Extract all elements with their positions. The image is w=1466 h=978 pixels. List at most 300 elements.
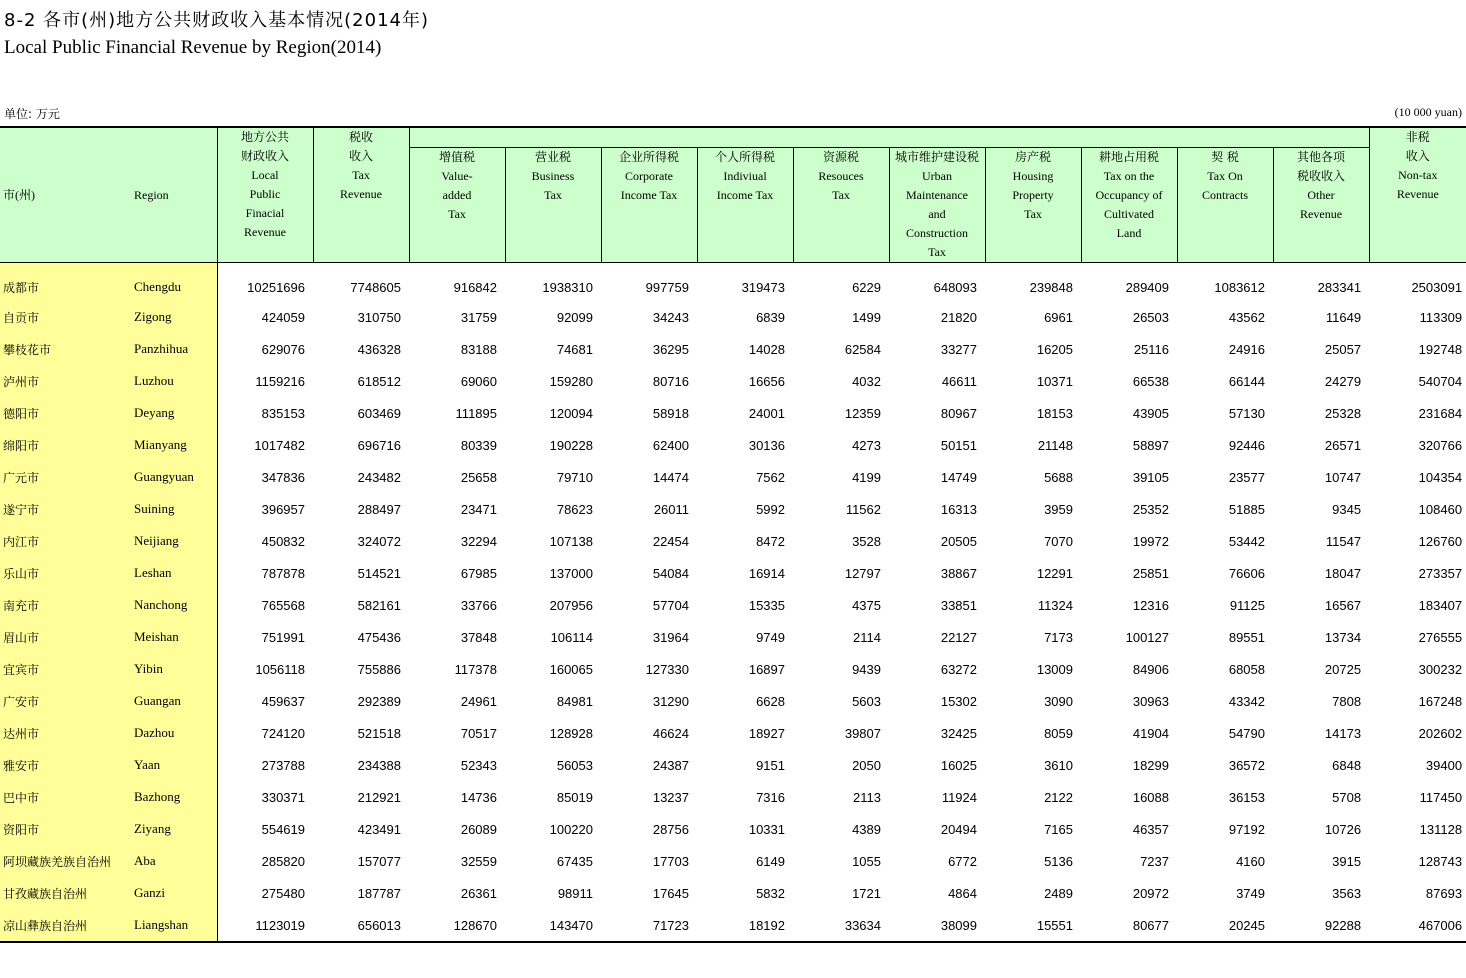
row-value-cell: 6628 [756, 693, 785, 709]
table-row [0, 813, 1466, 845]
row-city-cell: 甘孜藏族自治州 [0, 877, 131, 909]
row-value-cell: 84981 [556, 693, 593, 709]
row-value-cell: 80967 [940, 405, 977, 421]
row-value-cell: 319473 [741, 279, 785, 295]
row-value-cell: 16656 [748, 373, 785, 389]
row-value-cell: 475436 [357, 629, 401, 645]
header-tax-sub-en: Housing Property Tax [1012, 169, 1054, 221]
row-value-cell: 7237 [1140, 853, 1169, 869]
row-value-cell: 243482 [357, 469, 401, 485]
row-value-cell: 50151 [940, 437, 977, 453]
row-region-cell: Yaan [131, 749, 217, 781]
table-row [0, 589, 1466, 621]
header-tax-revenue-en: Tax Revenue [340, 168, 382, 201]
header-nontax-revenue-en: Non-tax Revenue [1396, 168, 1439, 201]
row-value-cell: 159280 [549, 373, 593, 389]
header-nontax-revenue-cn: 非税收入 [1405, 130, 1430, 163]
row-value-cell: 98911 [557, 885, 593, 901]
row-value-cell: 1055 [852, 853, 881, 869]
row-value-cell: 128743 [1418, 853, 1463, 869]
row-value-cell: 43562 [1228, 309, 1265, 325]
row-value-cell: 24279 [1324, 373, 1362, 389]
row-city-cell: 凉山彝族自治州 [0, 909, 131, 942]
row-city-cell: 泸州市 [0, 365, 131, 397]
row-value-cell: 100220 [549, 821, 593, 837]
row-value-cell: 4864 [948, 885, 977, 901]
row-value-cell: 4389 [852, 821, 881, 837]
table-row [0, 557, 1466, 589]
row-region-cell: Ganzi [131, 877, 217, 909]
row-value-cell: 1123019 [217, 909, 313, 942]
row-value-cell: 12797 [844, 565, 881, 581]
row-value-cell: 618512 [357, 373, 401, 389]
row-value-cell: 26571 [1324, 437, 1362, 453]
row-value-cell: 8472 [756, 533, 785, 549]
row-city-cell: 巴中市 [0, 781, 131, 813]
row-value-cell: 71723 [601, 909, 697, 942]
row-value-cell: 11324 [1037, 597, 1073, 613]
row-value-cell: 63272 [940, 661, 977, 677]
row-value-cell: 273357 [1418, 565, 1463, 581]
row-value-cell: 5992 [756, 501, 785, 517]
row-value-cell: 3090 [1044, 693, 1073, 709]
row-value-cell: 25352 [1132, 501, 1169, 517]
header-tax-sub-en: Tax On Contracts [1202, 169, 1248, 202]
row-value-cell: 51885 [1228, 501, 1265, 517]
row-value-cell: 120094 [549, 405, 593, 421]
row-value-cell: 207956 [549, 597, 593, 613]
row-value-cell: 289409 [1125, 279, 1169, 295]
table-row [0, 909, 1466, 942]
row-region-cell: Zigong [131, 301, 217, 333]
row-value-cell: 1017482 [254, 437, 305, 453]
row-value-cell: 11547 [1325, 533, 1362, 549]
row-value-cell: 9151 [756, 757, 785, 773]
row-value-cell: 80716 [652, 373, 689, 389]
row-value-cell: 582161 [357, 597, 401, 613]
row-value-cell: 2113 [853, 789, 881, 805]
row-value-cell: 24961 [460, 693, 497, 709]
row-value-cell: 43905 [1132, 405, 1169, 421]
revenue-table-container [0, 126, 1466, 943]
row-value-cell: 514521 [357, 565, 401, 581]
header-tax-sub-cn: 契 税 [1211, 150, 1239, 164]
row-value-cell: 143470 [505, 909, 601, 942]
header-local-revenue-en: Local Public Finacial Revenue [244, 168, 286, 239]
row-value-cell: 275480 [261, 885, 305, 901]
row-value-cell: 10371 [1036, 373, 1073, 389]
header-local-revenue-cn: 地方公共财政收入 [240, 130, 289, 163]
row-value-cell: 41904 [1132, 725, 1169, 741]
row-region-cell: Neijiang [131, 525, 217, 557]
row-value-cell: 30963 [1132, 693, 1169, 709]
table-row [0, 397, 1466, 429]
row-value-cell: 9749 [756, 629, 785, 645]
row-value-cell: 15302 [940, 693, 977, 709]
row-value-cell: 16313 [940, 501, 977, 517]
row-value-cell: 320766 [1418, 437, 1463, 453]
row-value-cell: 92446 [1228, 437, 1265, 453]
row-value-cell: 25851 [1132, 565, 1169, 581]
table-row [0, 365, 1466, 397]
row-value-cell: 648093 [933, 279, 977, 295]
row-value-cell: 20494 [940, 821, 977, 837]
row-value-cell: 25328 [1324, 405, 1362, 421]
row-value-cell: 212921 [357, 789, 401, 805]
row-value-cell: 20972 [1132, 885, 1169, 901]
row-value-cell: 7165 [1044, 821, 1073, 837]
row-value-cell: 1499 [852, 309, 881, 325]
row-value-cell: 25057 [1324, 341, 1362, 357]
row-value-cell: 467006 [1369, 909, 1466, 942]
row-value-cell: 724120 [261, 725, 305, 741]
row-value-cell: 521518 [357, 725, 401, 741]
row-value-cell: 39105 [1132, 469, 1169, 485]
row-value-cell: 4160 [1236, 853, 1265, 869]
row-region-cell: Ziyang [131, 813, 217, 845]
row-value-cell: 67435 [556, 853, 593, 869]
table-row [0, 621, 1466, 653]
row-value-cell: 43342 [1228, 693, 1265, 709]
header-tax-sub-cn: 企业所得税 [618, 150, 679, 164]
header-tax-sub-3 [697, 148, 793, 263]
row-value-cell: 436328 [357, 341, 401, 357]
header-tax-sub-cn: 个人所得税 [714, 150, 775, 164]
row-value-cell: 104354 [1418, 469, 1463, 485]
row-value-cell: 53442 [1228, 533, 1265, 549]
row-value-cell: 292389 [357, 693, 401, 709]
row-value-cell: 6848 [1332, 757, 1362, 773]
row-value-cell: 84906 [1132, 661, 1169, 677]
row-value-cell: 52343 [460, 757, 497, 773]
row-value-cell: 20505 [940, 533, 977, 549]
row-value-cell: 190228 [549, 437, 593, 453]
row-value-cell: 13009 [1036, 661, 1073, 677]
row-value-cell: 3563 [1332, 885, 1362, 901]
row-value-cell: 32425 [940, 725, 977, 741]
row-value-cell: 46611 [941, 373, 977, 389]
row-value-cell: 22454 [652, 533, 689, 549]
row-value-cell: 36295 [652, 341, 689, 357]
table-row [0, 781, 1466, 813]
row-value-cell: 2114 [853, 629, 881, 645]
row-value-cell: 127330 [645, 661, 689, 677]
header-tax-sub-8 [1177, 148, 1273, 263]
row-value-cell: 4273 [852, 437, 881, 453]
row-value-cell: 21820 [940, 309, 977, 325]
row-value-cell: 34243 [652, 309, 689, 325]
row-value-cell: 6149 [756, 853, 785, 869]
row-value-cell: 92288 [1273, 909, 1369, 942]
row-value-cell: 12291 [1036, 565, 1073, 581]
row-value-cell: 111895 [455, 405, 497, 421]
row-value-cell: 19972 [1132, 533, 1169, 549]
header-tax-group [409, 127, 1369, 148]
row-value-cell: 26089 [460, 821, 497, 837]
row-region-cell: Nanchong [131, 589, 217, 621]
row-value-cell: 33851 [940, 597, 977, 613]
row-value-cell: 3959 [1044, 501, 1073, 517]
row-value-cell: 2503091 [1411, 279, 1463, 295]
row-value-cell: 4199 [852, 469, 881, 485]
row-value-cell: 36153 [1228, 789, 1265, 805]
row-value-cell: 2489 [1044, 885, 1073, 901]
row-value-cell: 36572 [1228, 757, 1265, 773]
row-value-cell: 696716 [357, 437, 401, 453]
revenue-table [0, 126, 1466, 943]
header-nontax-revenue [1369, 127, 1466, 263]
row-value-cell: 2050 [852, 757, 881, 773]
row-value-cell: 26011 [653, 501, 689, 517]
row-value-cell: 765568 [261, 597, 305, 613]
row-value-cell: 66538 [1132, 373, 1169, 389]
row-value-cell: 3915 [1332, 853, 1362, 869]
row-value-cell: 424059 [261, 309, 305, 325]
row-value-cell: 1721 [852, 885, 881, 901]
row-value-cell: 37848 [460, 629, 497, 645]
row-value-cell: 835153 [261, 405, 305, 421]
header-tax-revenue [313, 127, 409, 263]
header-tax-sub-en: Urban Maintenance and Construction Tax [906, 169, 968, 259]
row-value-cell: 39400 [1425, 757, 1463, 773]
row-value-cell: 46624 [652, 725, 689, 741]
header-tax-sub-en: Resouces Tax [818, 169, 864, 202]
row-value-cell: 69060 [460, 373, 497, 389]
row-value-cell: 131128 [1419, 821, 1463, 837]
row-value-cell: 997759 [645, 279, 689, 295]
row-city-cell: 成都市 [0, 263, 131, 302]
table-row [0, 845, 1466, 877]
row-value-cell: 100127 [1125, 629, 1169, 645]
row-region-cell: Guangyuan [131, 461, 217, 493]
header-tax-sub-4 [793, 148, 889, 263]
row-value-cell: 656013 [313, 909, 409, 942]
row-city-cell: 攀枝花市 [0, 333, 131, 365]
row-city-cell: 达州市 [0, 717, 131, 749]
row-value-cell: 2122 [1044, 789, 1073, 805]
header-tax-sub-en: Corporate Income Tax [620, 169, 678, 202]
row-value-cell: 23471 [460, 501, 497, 517]
row-value-cell: 54084 [652, 565, 689, 581]
row-value-cell: 18047 [1324, 565, 1362, 581]
row-value-cell: 31290 [652, 693, 689, 709]
row-value-cell: 300232 [1418, 661, 1463, 677]
row-value-cell: 25658 [460, 469, 497, 485]
row-value-cell: 450832 [261, 533, 305, 549]
row-value-cell: 62584 [844, 341, 881, 357]
row-value-cell: 16914 [748, 565, 785, 581]
row-value-cell: 106114 [550, 629, 593, 645]
row-value-cell: 137000 [549, 565, 593, 581]
row-value-cell: 9439 [852, 661, 881, 677]
row-value-cell: 56053 [556, 757, 593, 773]
row-city-cell: 宜宾市 [0, 653, 131, 685]
row-city-cell: 雅安市 [0, 749, 131, 781]
row-region-cell: Bazhong [131, 781, 217, 813]
row-value-cell: 28756 [652, 821, 689, 837]
row-value-cell: 25116 [1133, 341, 1169, 357]
header-tax-sub-en: Business Tax [531, 169, 575, 202]
row-value-cell: 68058 [1228, 661, 1265, 677]
table-row [0, 263, 1466, 302]
row-value-cell: 16025 [940, 757, 977, 773]
row-value-cell: 66144 [1228, 373, 1265, 389]
row-region-cell: Dazhou [131, 717, 217, 749]
row-value-cell: 1938310 [542, 279, 593, 295]
row-value-cell: 1159216 [255, 373, 305, 389]
row-value-cell: 239848 [1029, 279, 1073, 295]
row-region-cell: Chengdu [131, 263, 217, 302]
table-row [0, 685, 1466, 717]
row-value-cell: 128928 [549, 725, 593, 741]
row-value-cell: 157077 [357, 853, 401, 869]
row-value-cell: 79710 [556, 469, 593, 485]
row-value-cell: 3528 [852, 533, 881, 549]
row-value-cell: 10726 [1324, 821, 1362, 837]
row-value-cell: 10251696 [247, 279, 305, 295]
row-value-cell: 14028 [748, 341, 785, 357]
row-value-cell: 4032 [852, 373, 881, 389]
row-value-cell: 18153 [1036, 405, 1073, 421]
row-value-cell: 85019 [556, 789, 593, 805]
row-value-cell: 21148 [1037, 437, 1073, 453]
row-value-cell: 83188 [460, 341, 497, 357]
row-value-cell: 7562 [756, 469, 785, 485]
row-value-cell: 32294 [460, 533, 497, 549]
table-row [0, 525, 1466, 557]
row-value-cell: 13734 [1324, 629, 1362, 645]
row-value-cell: 80339 [460, 437, 497, 453]
row-value-cell: 16897 [748, 661, 785, 677]
row-value-cell: 14173 [1324, 725, 1362, 741]
row-value-cell: 10747 [1324, 469, 1362, 485]
row-value-cell: 91125 [1229, 597, 1265, 613]
row-city-cell: 德阳市 [0, 397, 131, 429]
row-value-cell: 16205 [1036, 341, 1073, 357]
row-value-cell: 1056118 [255, 661, 305, 677]
row-city-cell: 乐山市 [0, 557, 131, 589]
row-value-cell: 26361 [460, 885, 497, 901]
row-value-cell: 17703 [652, 853, 689, 869]
header-tax-sub-7 [1081, 148, 1177, 263]
header-tax-revenue-cn: 税收收入 [348, 130, 373, 163]
row-value-cell: 23577 [1228, 469, 1265, 485]
row-value-cell: 54790 [1228, 725, 1265, 741]
row-value-cell: 80677 [1081, 909, 1177, 942]
row-value-cell: 117378 [454, 661, 497, 677]
row-value-cell: 629076 [261, 341, 305, 357]
row-value-cell: 13237 [652, 789, 689, 805]
row-value-cell: 916842 [453, 279, 497, 295]
row-value-cell: 30136 [748, 437, 785, 453]
row-value-cell: 126760 [1418, 533, 1463, 549]
row-value-cell: 5688 [1044, 469, 1073, 485]
header-tax-sub-cn: 资源税 [822, 150, 859, 164]
row-city-cell: 绵阳市 [0, 429, 131, 461]
row-value-cell: 324072 [357, 533, 401, 549]
row-value-cell: 11649 [1325, 309, 1362, 325]
row-value-cell: 7316 [756, 789, 785, 805]
row-value-cell: 128670 [409, 909, 505, 942]
row-value-cell: 5136 [1044, 853, 1073, 869]
table-row [0, 717, 1466, 749]
row-value-cell: 234388 [357, 757, 401, 773]
row-city-cell: 资阳市 [0, 813, 131, 845]
row-region-cell: Meishan [131, 621, 217, 653]
row-value-cell: 751991 [261, 629, 305, 645]
row-value-cell: 6772 [948, 853, 977, 869]
row-value-cell: 288497 [357, 501, 401, 517]
row-value-cell: 76606 [1228, 565, 1265, 581]
row-value-cell: 7808 [1332, 693, 1362, 709]
row-value-cell: 57130 [1228, 405, 1265, 421]
row-value-cell: 20245 [1177, 909, 1273, 942]
row-value-cell: 167248 [1418, 693, 1463, 709]
row-value-cell: 33766 [460, 597, 497, 613]
row-value-cell: 38099 [889, 909, 985, 942]
row-value-cell: 15335 [748, 597, 785, 613]
header-tax-sub-5 [889, 148, 985, 263]
header-tax-sub-cn: 耕地占用税 [1098, 150, 1159, 164]
row-value-cell: 14736 [460, 789, 497, 805]
row-value-cell: 38867 [940, 565, 977, 581]
row-value-cell: 3749 [1236, 885, 1265, 901]
row-value-cell: 18927 [748, 725, 785, 741]
row-value-cell: 285820 [261, 853, 305, 869]
row-value-cell: 11562 [845, 501, 881, 517]
row-value-cell: 459637 [261, 693, 305, 709]
row-value-cell: 787878 [261, 565, 305, 581]
row-value-cell: 31964 [652, 629, 689, 645]
row-value-cell: 12316 [1132, 597, 1169, 613]
table-row [0, 333, 1466, 365]
header-region: Region [131, 127, 217, 263]
page-title-en: Local Public Financial Revenue by Region(2014) [4, 37, 382, 58]
row-value-cell: 108460 [1418, 501, 1463, 517]
header-tax-sub-en: Other Revenue [1300, 188, 1343, 221]
row-value-cell: 46357 [1132, 821, 1169, 837]
header-tax-sub-0 [409, 148, 505, 263]
row-value-cell: 347836 [261, 469, 305, 485]
row-value-cell: 10331 [748, 821, 785, 837]
row-value-cell: 78623 [556, 501, 593, 517]
row-value-cell: 16567 [1324, 597, 1362, 613]
row-value-cell: 39807 [844, 725, 881, 741]
row-value-cell: 18192 [697, 909, 793, 942]
row-value-cell: 107138 [549, 533, 593, 549]
row-value-cell: 70517 [460, 725, 497, 741]
header-city: 市(州) [0, 127, 131, 263]
page-title-cn: 8-2 各市(州)地方公共财政收入基本情况(2014年) [4, 10, 430, 31]
row-value-cell: 603469 [357, 405, 401, 421]
row-region-cell: Aba [131, 845, 217, 877]
header-tax-sub-cn: 营业税 [534, 150, 571, 164]
row-value-cell: 58897 [1132, 437, 1169, 453]
row-value-cell: 20725 [1324, 661, 1362, 677]
row-value-cell: 755886 [357, 661, 401, 677]
row-value-cell: 33277 [940, 341, 977, 357]
header-tax-sub-cn: 房产税 [1014, 150, 1051, 164]
row-region-cell: Liangshan [131, 909, 217, 942]
row-value-cell: 283341 [1317, 279, 1362, 295]
row-value-cell: 15551 [985, 909, 1081, 942]
row-value-cell: 24916 [1228, 341, 1265, 357]
row-region-cell: Guangan [131, 685, 217, 717]
row-value-cell: 554619 [261, 821, 305, 837]
row-city-cell: 遂宁市 [0, 493, 131, 525]
row-value-cell: 1083612 [1214, 279, 1265, 295]
row-value-cell: 5832 [756, 885, 785, 901]
